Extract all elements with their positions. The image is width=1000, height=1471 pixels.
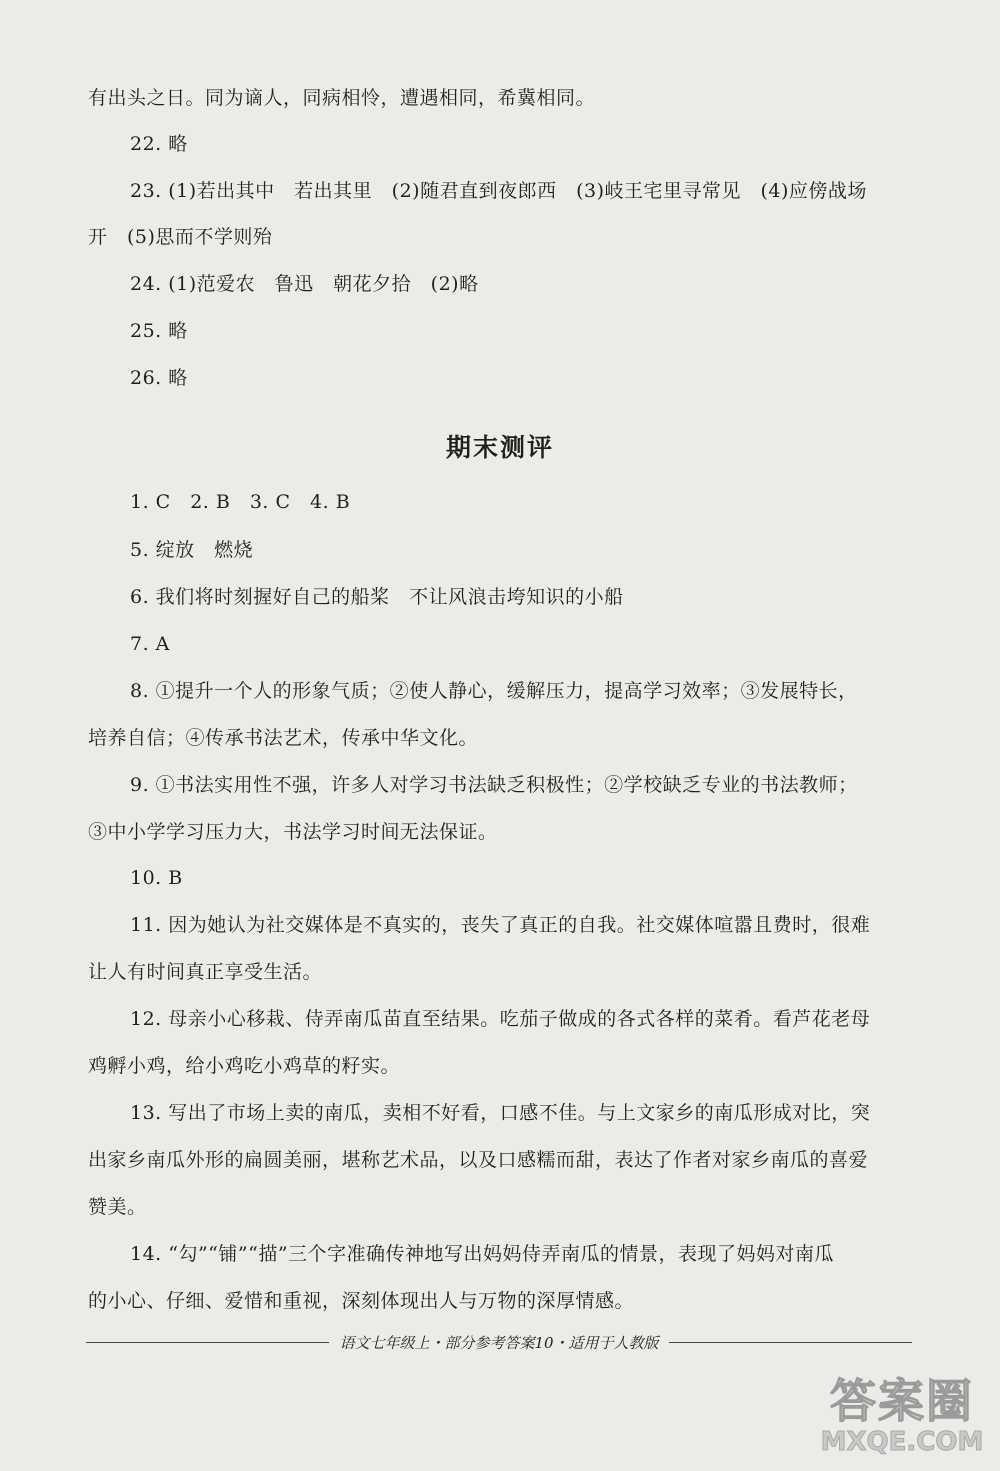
answer-line: 25. 略 (130, 320, 188, 342)
answer-line: 26. 略 (130, 367, 188, 389)
section-title: 期末测评 (445, 433, 554, 462)
answer-line: 出家乡南瓜外形的扁圆美丽，堪称艺术品，以及口感糯而甜，表达了作者对家乡南瓜的喜爱 (88, 1149, 869, 1171)
answer-line: 11. 因为她认为社交媒体是不真实的，丧失了真正的自我。社交媒体喧嚣且费时，很难 (130, 914, 871, 936)
answer-line: ③中小学学习压力大，书法学习时间无法保证。 (88, 821, 498, 843)
answer-line: 开 (5)思而不学则殆 (88, 226, 273, 248)
footer-text: 语文七年级上・部分参考答案10・适用于人教版 (339, 1333, 659, 1352)
answer-line: 鸡孵小鸡，给小鸡吃小鸡草的籽实。 (88, 1055, 401, 1077)
answer-line: 13. 写出了市场上卖的南瓜，卖相不好看，口感不佳。与上文家乡的南瓜形成对比，突 (130, 1102, 871, 1124)
watermark-top: 答案圈 (830, 1374, 974, 1428)
page-footer (86, 1330, 912, 1354)
answer-line: 24. (1)范爱农 鲁迅 朝花夕拾 (2)略 (130, 273, 479, 295)
footer-rule-left (86, 1342, 329, 1343)
answer-line: 22. 略 (130, 133, 188, 155)
answer-line: 8. ①提升一个人的形象气质；②使人静心，缓解压力，提高学习效率；③发展特长， (130, 680, 858, 702)
watermark-logo (812, 1375, 992, 1465)
answer-line: 6. 我们将时刻握好自己的船桨 不让风浪击垮知识的小船 (130, 586, 624, 608)
answer-line: 1. C 2. B 3. C 4. B (130, 491, 351, 513)
answer-line: 让人有时间真正享受生活。 (88, 961, 323, 983)
answer-line: 9. ①书法实用性不强，许多人对学习书法缺乏积极性；②学校缺乏专业的书法教师； (130, 774, 858, 796)
watermark-bottom: MXQE.COM (820, 1427, 984, 1457)
answer-line: 14. “勾”“铺”“描”三个字准确传神地写出妈妈侍弄南瓜的情景，表现了妈妈对南瓜 (130, 1243, 835, 1265)
answer-line: 23. (1)若出其中 若出其里 (2)随君直到夜郎西 (3)岐王宅里寻常见 (4)应傍战场 (130, 180, 867, 202)
answer-line: 5. 绽放 燃烧 (130, 539, 254, 561)
answer-line: 10. B (130, 867, 183, 889)
footer-rule-right (669, 1342, 912, 1343)
answer-line: 7. A (130, 633, 170, 655)
answer-line: 的小心、仔细、爱惜和重视，深刻体现出人与万物的深厚情感。 (88, 1290, 635, 1312)
answer-line: 赞美。 (88, 1196, 147, 1218)
answer-line: 12. 母亲小心移栽、侍弄南瓜苗直至结果。吃茄子做成的各式各样的菜肴。看芦花老母 (130, 1008, 871, 1030)
answer-line: 培养自信；④传承书法艺术，传承中华文化。 (88, 727, 479, 749)
answer-line: 有出头之日。同为谪人，同病相怜，遭遇相同，希冀相同。 (88, 87, 596, 109)
